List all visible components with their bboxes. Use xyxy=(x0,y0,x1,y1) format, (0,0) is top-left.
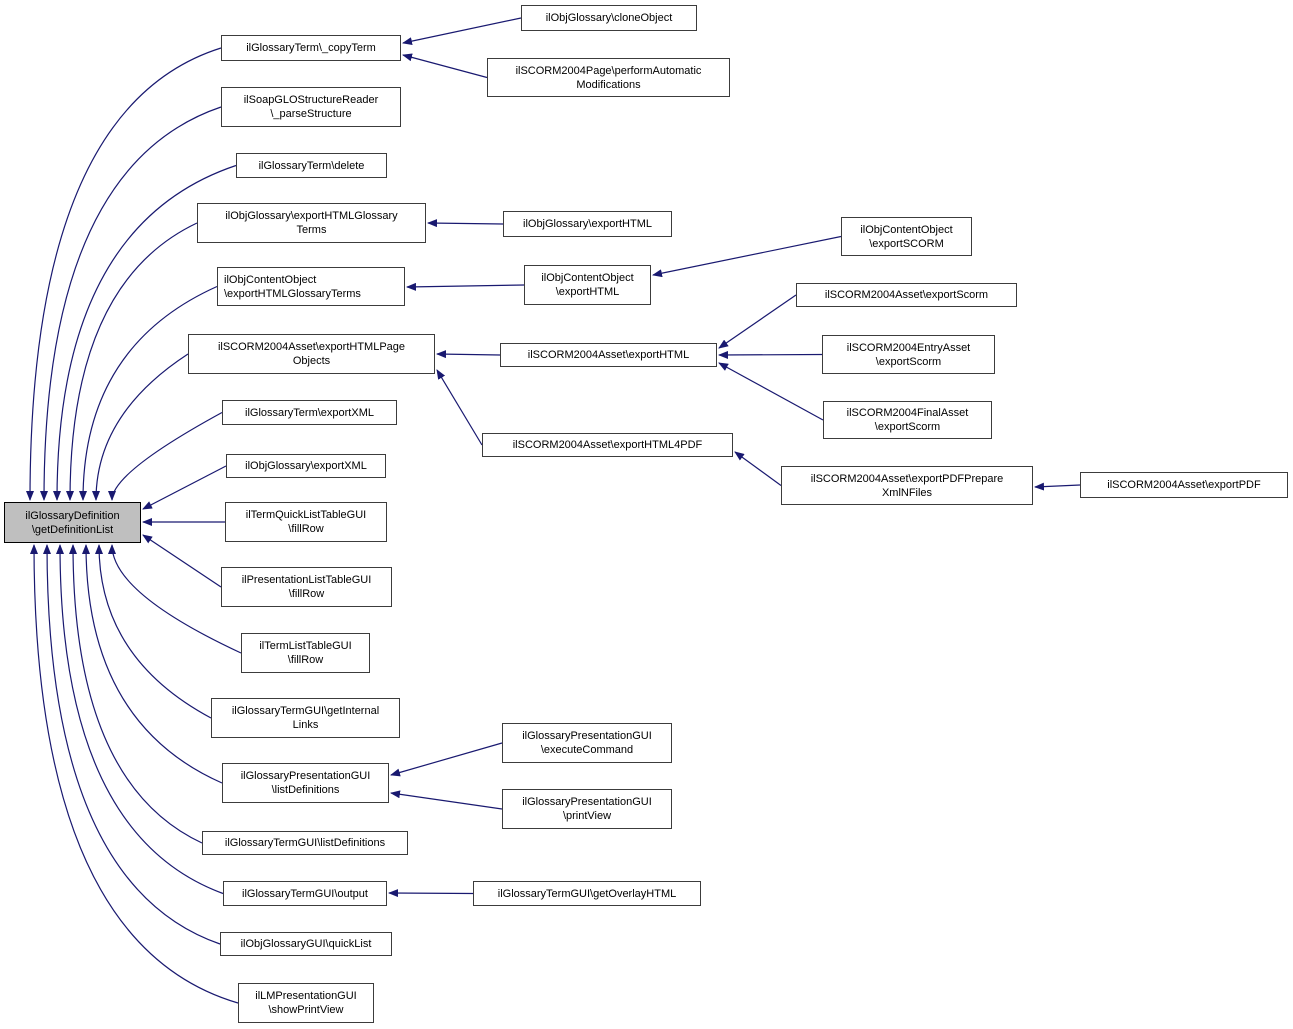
graph-node-coExportHTML[interactable] xyxy=(524,265,651,305)
graph-node-exportPDF[interactable] xyxy=(1080,472,1288,498)
graph-node-parseStructure[interactable] xyxy=(221,87,401,127)
graph-node-label: ilObjContentObject xyxy=(541,272,634,284)
graph-node-label: ilGlossaryPresentationGUI xyxy=(522,796,652,808)
graph-node-label: ilObjGlossaryGUI\quickList xyxy=(240,938,372,950)
graph-node-label: \executeCommand xyxy=(540,744,634,756)
graph-node-label: ilSCORM2004EntryAsset xyxy=(846,341,971,354)
graph-node-label: ilGlossaryTerm\exportXML xyxy=(245,406,374,419)
graph-node-label: ilGlossaryPresentationGUI xyxy=(522,730,652,742)
graph-node-label: ilObjGlossary\exportXML xyxy=(245,460,367,472)
graph-node-label: Links xyxy=(292,719,319,731)
graph-node-glossaryExportHTML[interactable] xyxy=(503,211,672,237)
graph-node-printView[interactable] xyxy=(502,789,672,829)
graph-node-label: Terms xyxy=(296,224,327,236)
graph-node-exportPDFPrepare[interactable] xyxy=(781,466,1033,505)
edge-showPrintView-to-getDefinitionList xyxy=(34,545,238,1003)
graph-node-presListFillRow[interactable] xyxy=(221,567,392,607)
graph-node-label: ilGlossaryTerm\delete xyxy=(258,159,365,172)
graph-node-label: ilPresentationListTableGUI xyxy=(241,574,372,586)
graph-node-label: \fillRow xyxy=(288,523,324,535)
graph-node-executeCommand[interactable] xyxy=(502,723,672,763)
edge-coExportSCORM-to-coExportHTML xyxy=(653,237,841,276)
graph-node-label: \fillRow xyxy=(288,588,325,600)
graph-node-label: \showPrintView xyxy=(268,1004,344,1016)
graph-node-label: ilSCORM2004Asset\exportHTML4PDF xyxy=(512,439,703,451)
graph-node-termQuickFillRow[interactable] xyxy=(225,502,387,542)
edge-cloneObject-to-copyTerm xyxy=(403,18,521,43)
edge-exportPDFPrepare-to-exportHTML4PDF xyxy=(735,452,781,486)
graph-node-glossaryExportHTMLTerms[interactable] xyxy=(197,203,426,243)
graph-node-scormExportHTML[interactable] xyxy=(500,343,717,367)
edge-finalExportScorm-to-scormExportHTML xyxy=(719,363,823,420)
edge-scormExportHTML-to-assetExportHTMLPageObjects xyxy=(437,354,500,355)
graph-node-label: ilGlossaryTermGUI\output xyxy=(242,887,368,900)
edge-getOverlayHTML-to-termOutput xyxy=(389,893,473,894)
graph-node-label: \getDefinitionList xyxy=(31,523,114,536)
graph-node-label: ilTermListTableGUI xyxy=(259,640,352,652)
graph-node-label: ilGlossaryTermGUI\getInternal xyxy=(231,705,380,717)
edge-entryExportScorm-to-scormExportHTML xyxy=(719,355,822,356)
graph-node-termOutput[interactable] xyxy=(223,881,387,906)
edge-copyTerm-to-getDefinitionList xyxy=(30,48,221,500)
edge-quickList-to-getDefinitionList xyxy=(47,545,220,944)
edge-termExportXML-to-getDefinitionList xyxy=(112,413,222,501)
graph-node-label: \exportHTML xyxy=(555,286,620,298)
graph-node-termListDefinitions[interactable] xyxy=(202,831,408,855)
graph-node-label: \exportHTMLGlossaryTerms xyxy=(224,287,361,300)
edge-assetExportScorm-to-scormExportHTML xyxy=(719,295,796,348)
graph-node-label: ilObjContentObject xyxy=(860,223,953,236)
graph-node-label: \exportScorm xyxy=(874,421,941,433)
graph-node-label: \exportSCORM xyxy=(869,237,944,250)
graph-node-label: \exportScorm xyxy=(875,355,942,368)
graph-node-label: ilTermQuickListTableGUI xyxy=(245,509,367,521)
graph-node-label: ilSoapGLOStructureReader xyxy=(243,94,379,106)
edge-printView-to-presListDefinitions xyxy=(391,793,502,809)
edge-executeCommand-to-presListDefinitions xyxy=(391,743,502,775)
edge-performAutoMod-to-copyTerm xyxy=(403,55,487,78)
graph-node-getOverlayHTML[interactable] xyxy=(473,881,701,906)
graph-node-coExportHTMLTerms[interactable] xyxy=(217,267,405,306)
graph-node-label: ilSCORM2004Page\performAutomatic xyxy=(515,64,702,77)
graph-node-showPrintView[interactable] xyxy=(238,983,374,1023)
graph-node-termExportXML[interactable] xyxy=(222,400,397,425)
graph-node-coExportSCORM[interactable] xyxy=(841,217,972,256)
edge-coExportHTML-to-coExportHTMLTerms xyxy=(407,285,524,287)
graph-node-label: \printView xyxy=(562,810,612,822)
graph-node-getInternalLinks[interactable] xyxy=(211,698,400,738)
graph-node-termDelete[interactable] xyxy=(236,153,387,178)
graph-node-quickList[interactable] xyxy=(220,932,392,956)
graph-node-label: ilObjGlossary\exportHTMLGlossary xyxy=(225,210,398,222)
graph-node-glossaryExportXML[interactable] xyxy=(226,454,386,478)
graph-node-label: ilGlossaryPresentationGUI xyxy=(240,770,371,782)
graph-node-label: Modifications xyxy=(576,78,641,91)
graph-node-label: ilSCORM2004Asset\exportHTML xyxy=(527,349,690,361)
graph-node-label: ilSCORM2004Asset\exportPDF xyxy=(1107,479,1261,491)
graph-node-label: ilSCORM2004Asset\exportHTMLPage xyxy=(217,341,406,353)
graph-node-label: ilObjGlossary\cloneObject xyxy=(545,12,673,24)
graph-node-label: \fillRow xyxy=(287,654,324,666)
graph-node-label: ilSCORM2004FinalAsset xyxy=(846,407,969,419)
graph-node-label: ilGlossaryTermGUI\listDefinitions xyxy=(224,837,386,849)
graph-node-label: \_parseStructure xyxy=(270,108,352,120)
graph-node-finalExportScorm[interactable] xyxy=(823,401,992,439)
graph-node-assetExportHTMLPageObjects[interactable] xyxy=(188,334,435,374)
edge-glossaryExportXML-to-getDefinitionList xyxy=(143,466,226,509)
graph-node-label: ilGlossaryDefinition xyxy=(25,509,120,522)
graph-node-label: ilSCORM2004Asset\exportScorm xyxy=(824,289,989,301)
graph-node-assetExportScorm[interactable] xyxy=(796,283,1017,307)
edge-getInternalLinks-to-getDefinitionList xyxy=(99,545,211,718)
graph-node-cloneObject[interactable] xyxy=(521,5,697,31)
graph-node-performAutoMod[interactable] xyxy=(487,58,730,97)
graph-node-label: XmlNFiles xyxy=(881,486,933,499)
edge-parseStructure-to-getDefinitionList xyxy=(44,107,221,500)
graph-node-entryExportScorm[interactable] xyxy=(822,335,995,374)
graph-node-presListDefinitions[interactable] xyxy=(222,763,389,803)
edge-exportHTML4PDF-to-assetExportHTMLPageObjects xyxy=(437,370,482,445)
graph-node-label: ilGlossaryTerm\_copyTerm xyxy=(246,42,376,54)
graph-node-label: ilGlossaryTermGUI\getOverlayHTML xyxy=(497,887,677,900)
graph-node-label: Objects xyxy=(292,355,331,367)
graph-node-label: ilObjGlossary\exportHTML xyxy=(523,218,652,230)
graph-node-label: \listDefinitions xyxy=(271,784,340,796)
graph-node-getDefinitionList xyxy=(4,502,141,543)
edge-assetExportHTMLPageObjects-to-getDefinitionList xyxy=(96,354,188,500)
graph-node-label: ilLMPresentationGUI xyxy=(255,990,357,1002)
graph-node-copyTerm[interactable] xyxy=(221,35,401,61)
graph-node-label: ilSCORM2004Asset\exportPDFPrepare xyxy=(810,472,1004,485)
edge-glossaryExportHTML-to-glossaryExportHTMLTerms xyxy=(428,223,503,224)
edge-presListFillRow-to-getDefinitionList xyxy=(143,535,221,587)
edge-exportPDF-to-exportPDFPrepare xyxy=(1035,485,1080,487)
edge-presListDefinitions-to-getDefinitionList xyxy=(86,545,222,783)
graph-node-termListFillRow[interactable] xyxy=(241,633,370,673)
graph-node-label: ilObjContentObject xyxy=(224,273,317,286)
graph-node-exportHTML4PDF[interactable] xyxy=(482,433,733,457)
